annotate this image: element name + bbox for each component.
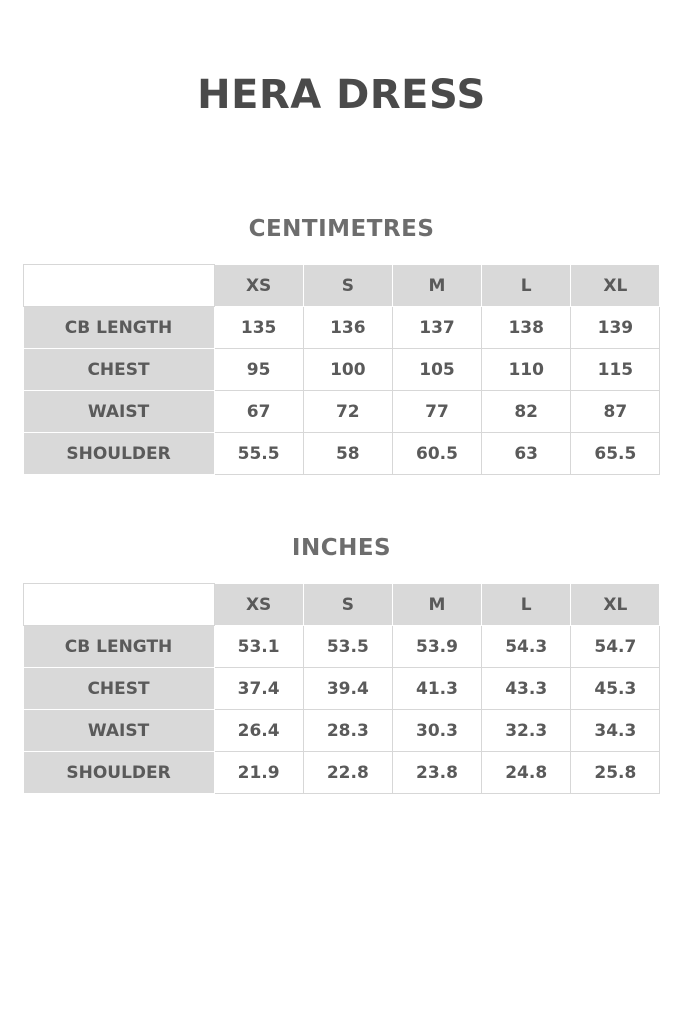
cell-shoulder-l: 24.8 bbox=[482, 752, 571, 794]
cell-shoulder-xs: 55.5 bbox=[214, 433, 303, 475]
cell-shoulder-s: 22.8 bbox=[303, 752, 392, 794]
cell-chest-xl: 45.3 bbox=[571, 668, 660, 710]
section-centimetres bbox=[0, 118, 683, 475]
cell-chest-l: 43.3 bbox=[482, 668, 571, 710]
table-row bbox=[23, 668, 660, 710]
cell-shoulder-m: 23.8 bbox=[392, 752, 481, 794]
table-row bbox=[23, 307, 660, 349]
header-size-xl: XL bbox=[571, 265, 660, 307]
cell-cb-length-m: 137 bbox=[392, 307, 481, 349]
cell-waist-xl: 87 bbox=[571, 391, 660, 433]
cell-waist-xs: 26.4 bbox=[214, 710, 303, 752]
cell-shoulder-s: 58 bbox=[303, 433, 392, 475]
cell-waist-xl: 34.3 bbox=[571, 710, 660, 752]
cell-waist-s: 28.3 bbox=[303, 710, 392, 752]
cell-chest-m: 41.3 bbox=[392, 668, 481, 710]
table-row bbox=[23, 710, 660, 752]
table-row bbox=[23, 626, 660, 668]
cell-cb-length-xs: 135 bbox=[214, 307, 303, 349]
header-size-xs: XS bbox=[214, 584, 303, 626]
cell-chest-xs: 37.4 bbox=[214, 668, 303, 710]
size-table-inches bbox=[23, 583, 661, 794]
cell-cb-length-s: 136 bbox=[303, 307, 392, 349]
cell-waist-m: 30.3 bbox=[392, 710, 481, 752]
table-header-row bbox=[23, 584, 660, 626]
header-size-s: S bbox=[303, 265, 392, 307]
cell-shoulder-xl: 25.8 bbox=[571, 752, 660, 794]
header-size-xl: XL bbox=[571, 584, 660, 626]
row-label-cb-length: CB LENGTH bbox=[23, 307, 214, 349]
cell-chest-m: 105 bbox=[392, 349, 481, 391]
section-inches bbox=[0, 475, 683, 794]
cell-waist-m: 77 bbox=[392, 391, 481, 433]
table-header-row bbox=[23, 265, 660, 307]
header-size-xs: XS bbox=[214, 265, 303, 307]
table-row bbox=[23, 349, 660, 391]
table-row bbox=[23, 391, 660, 433]
header-size-m: M bbox=[392, 265, 481, 307]
row-label-chest: CHEST bbox=[23, 668, 214, 710]
cell-waist-s: 72 bbox=[303, 391, 392, 433]
row-label-shoulder: SHOULDER bbox=[23, 433, 214, 475]
row-label-shoulder: SHOULDER bbox=[23, 752, 214, 794]
header-blank-cell bbox=[23, 265, 214, 307]
cell-cb-length-xl: 139 bbox=[571, 307, 660, 349]
cell-shoulder-xl: 65.5 bbox=[571, 433, 660, 475]
header-size-l: L bbox=[482, 265, 571, 307]
row-label-waist: WAIST bbox=[23, 391, 214, 433]
cell-cb-length-xl: 54.7 bbox=[571, 626, 660, 668]
cell-shoulder-l: 63 bbox=[482, 433, 571, 475]
cell-chest-s: 100 bbox=[303, 349, 392, 391]
cell-chest-xs: 95 bbox=[214, 349, 303, 391]
header-blank-cell bbox=[23, 584, 214, 626]
cell-waist-xs: 67 bbox=[214, 391, 303, 433]
table-row bbox=[23, 752, 660, 794]
row-label-waist: WAIST bbox=[23, 710, 214, 752]
cell-cb-length-s: 53.5 bbox=[303, 626, 392, 668]
table-row bbox=[23, 433, 660, 475]
page-title: HERA DRESS bbox=[197, 72, 486, 118]
size-table-centimetres bbox=[23, 264, 661, 475]
cell-cb-length-l: 138 bbox=[482, 307, 571, 349]
cell-waist-l: 32.3 bbox=[482, 710, 571, 752]
row-label-cb-length: CB LENGTH bbox=[23, 626, 214, 668]
header-size-s: S bbox=[303, 584, 392, 626]
row-label-chest: CHEST bbox=[23, 349, 214, 391]
cell-waist-l: 82 bbox=[482, 391, 571, 433]
cell-shoulder-xs: 21.9 bbox=[214, 752, 303, 794]
section-heading-centimetres: CENTIMETRES bbox=[248, 216, 435, 242]
cell-cb-length-m: 53.9 bbox=[392, 626, 481, 668]
header-size-l: L bbox=[482, 584, 571, 626]
section-heading-inches: INCHES bbox=[291, 535, 392, 561]
cell-cb-length-l: 54.3 bbox=[482, 626, 571, 668]
cell-chest-xl: 115 bbox=[571, 349, 660, 391]
header-size-m: M bbox=[392, 584, 481, 626]
cell-cb-length-xs: 53.1 bbox=[214, 626, 303, 668]
cell-chest-s: 39.4 bbox=[303, 668, 392, 710]
cell-shoulder-m: 60.5 bbox=[392, 433, 481, 475]
cell-chest-l: 110 bbox=[482, 349, 571, 391]
